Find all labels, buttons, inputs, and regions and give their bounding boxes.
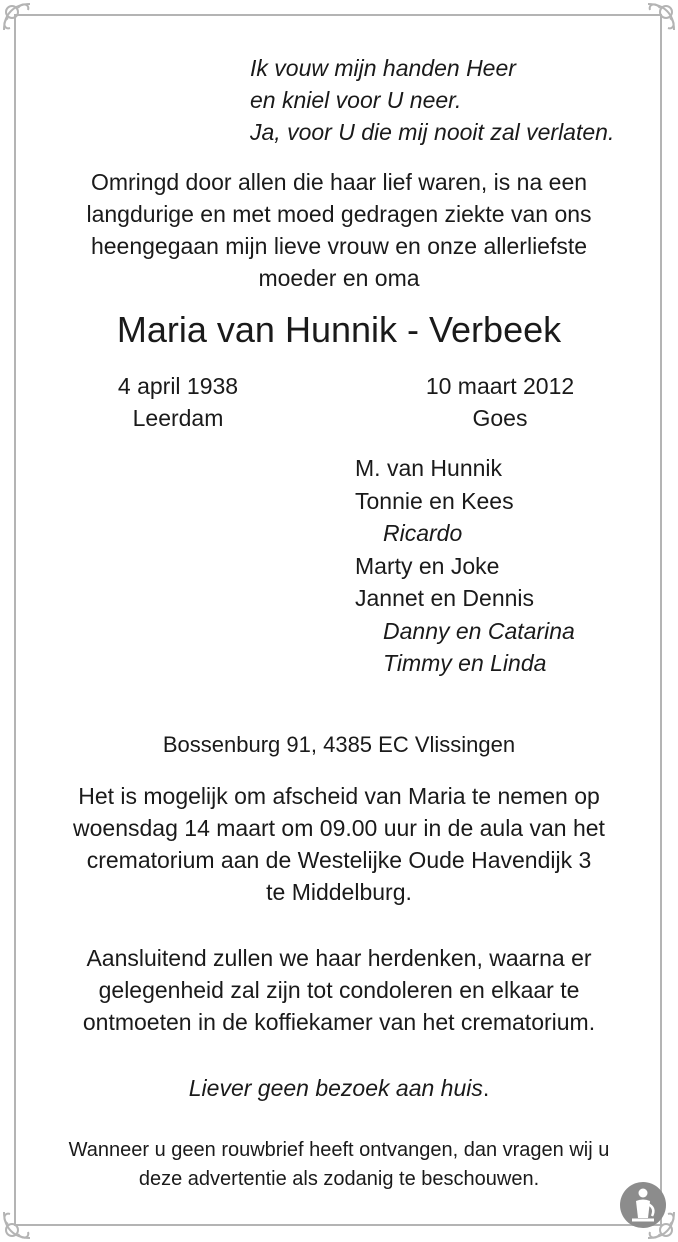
poem	[250, 52, 614, 148]
no-visit-text: Liever geen bezoek aan huis	[188, 1075, 483, 1101]
deceased-name: Maria van Hunnik - Verbeek	[116, 309, 562, 350]
mourning-letter-notice	[0, 1136, 678, 1194]
intro-text	[0, 166, 678, 294]
farewell-line: te Middelburg.	[266, 879, 412, 905]
intro-line: heengegaan mijn lieve vrouw en onze allerliefste	[90, 233, 588, 259]
home-address: Bossenburg 91, 4385 EC Vlissingen	[162, 732, 516, 757]
death-place: Goes	[472, 405, 528, 431]
birth-place: Leerdam	[132, 405, 224, 431]
intro-line: langdurige en met moed gedragen ziekte van ons	[86, 201, 592, 227]
poem-line: Ja, voor U die mij nooit zal verlaten.	[250, 119, 615, 145]
corner-ornament-icon	[0, 1202, 40, 1242]
notice-line: Wanneer u geen rouwbrief heeft ontvangen, dan vragen wij u	[68, 1139, 610, 1161]
death-info	[400, 370, 600, 434]
family-list	[355, 452, 575, 680]
grandchild: Ricardo	[383, 520, 463, 546]
no-visit-period: .	[482, 1075, 490, 1101]
remembrance-line: gelegenheid zal zijn tot condoleren en elkaar te	[98, 977, 580, 1003]
farewell-line: Het is mogelijk om afscheid van Maria te nemen op	[78, 783, 600, 809]
remembrance-line: Aansluitend zullen we haar herdenken, waarna er	[86, 945, 592, 971]
grandchild: Timmy en Linda	[383, 650, 547, 676]
remembrance-line: ontmoeten in de koffiekamer van het crematorium.	[82, 1009, 596, 1035]
family-member: Tonnie en Kees	[355, 487, 514, 514]
farewell-line: woensdag 14 maart om 09.00 uur in de aula van het	[73, 815, 605, 841]
grandchild: Danny en Catarina	[383, 617, 575, 644]
memorial-logo-icon	[618, 1180, 668, 1230]
no-visit-note	[0, 1072, 678, 1104]
intro-line: Omringd door allen die haar lief waren, is na een	[90, 169, 588, 195]
corner-ornament-icon	[0, 0, 40, 40]
farewell-line: crematorium aan de Westelijke Oude Havendijk 3	[86, 847, 592, 873]
corner-ornament-icon	[638, 0, 678, 40]
birth-date: 4 april 1938	[117, 373, 239, 399]
notice-line: deze advertentie als zodanig te beschouwen.	[138, 1168, 540, 1190]
family-member: M. van Hunnik	[355, 455, 503, 481]
farewell-paragraph	[0, 780, 678, 908]
family-member: Marty en Joke	[355, 552, 500, 579]
death-date: 10 maart 2012	[425, 373, 575, 399]
poem-line: Ik vouw mijn handen Heer	[250, 55, 516, 81]
intro-line: moeder en oma	[258, 265, 420, 291]
family-member: Jannet en Dennis	[355, 585, 535, 611]
poem-line: en kniel voor U neer.	[250, 87, 462, 113]
remembrance-paragraph	[0, 942, 678, 1038]
birth-info	[78, 370, 278, 434]
